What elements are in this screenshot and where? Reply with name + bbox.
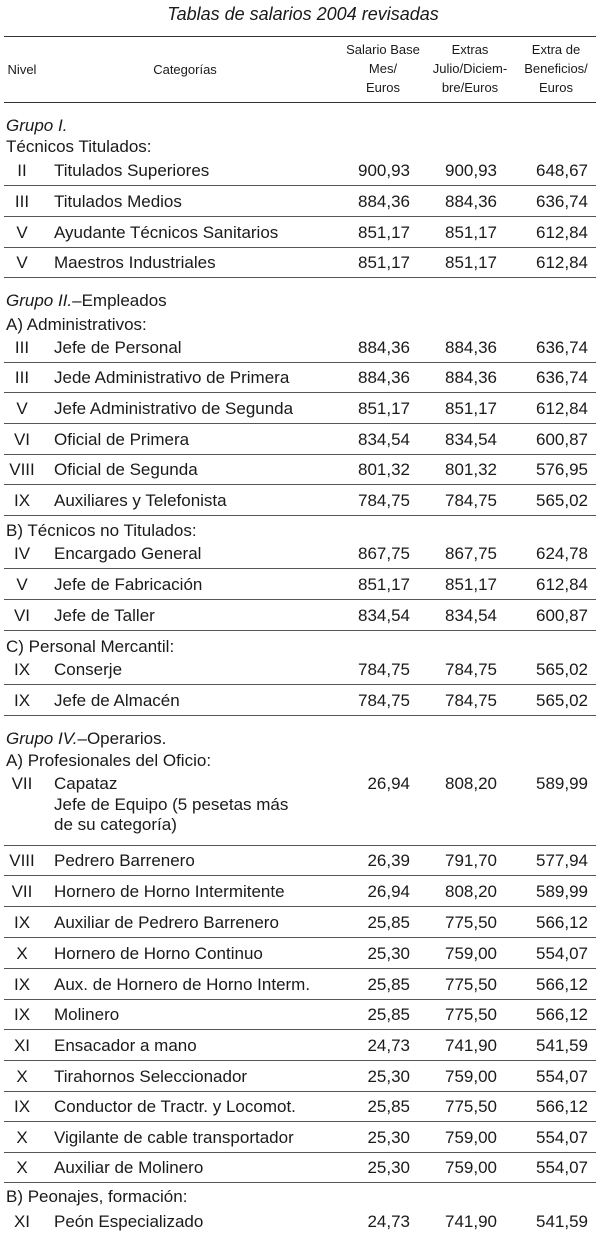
subgroup-tecnicos-titulados: Técnicos Titulados: xyxy=(6,137,152,156)
cell-extras: 884,36 xyxy=(445,338,497,357)
row-divider xyxy=(4,845,596,846)
row-divider xyxy=(4,423,596,424)
cell-extras: 784,75 xyxy=(445,660,497,679)
table-row xyxy=(0,1002,606,1030)
cell-nivel: VI xyxy=(13,430,31,449)
cell-nivel: VII xyxy=(11,774,33,793)
cell-extra-beneficios: 612,84 xyxy=(536,399,588,418)
cell-extra-beneficios: 566,12 xyxy=(536,975,588,994)
cell-extra-beneficios: 541,59 xyxy=(536,1036,588,1055)
cell-salario-base: 801,32 xyxy=(358,460,410,479)
cell-categoria: Conductor de Tractr. y Locomot. xyxy=(54,1097,296,1116)
cell-extras: 851,17 xyxy=(445,223,497,242)
row-divider xyxy=(4,515,596,516)
cell-nivel: XI xyxy=(13,1212,31,1231)
table-row xyxy=(0,220,606,248)
group-heading-2: Grupo II.–Empleados xyxy=(6,291,167,310)
cell-extras: 775,50 xyxy=(445,1097,497,1116)
cell-extra-beneficios: 589,99 xyxy=(536,882,588,901)
cell-categoria: Auxiliar de Molinero xyxy=(54,1158,204,1177)
cell-salario-base: 884,36 xyxy=(358,192,410,211)
cell-categoria: Tirahornos Seleccionador xyxy=(54,1067,248,1086)
table-row xyxy=(0,158,606,186)
table-row xyxy=(0,1064,606,1092)
table-row xyxy=(0,771,606,846)
cell-extra-beneficios: 648,67 xyxy=(536,161,588,180)
cell-extras: 834,54 xyxy=(445,430,497,449)
row-divider xyxy=(4,1121,596,1122)
table-row xyxy=(0,657,606,685)
cell-categoria: Hornero de Horno Intermitente xyxy=(54,882,285,901)
cell-categoria: Encargado General xyxy=(54,544,202,563)
cell-nivel: IX xyxy=(13,1097,31,1116)
cell-categoria: Capataz xyxy=(54,774,118,793)
header-nivel: Nivel xyxy=(7,62,37,77)
table-row xyxy=(0,1125,606,1153)
cell-salario-base: 784,75 xyxy=(358,691,410,710)
cell-extra-beneficios: 554,07 xyxy=(536,1128,588,1147)
table-row xyxy=(0,396,606,424)
cell-nivel: IX xyxy=(13,660,31,679)
cell-extras: 867,75 xyxy=(445,544,497,563)
cell-extra-beneficios: 577,94 xyxy=(536,851,588,870)
cell-extras: 834,54 xyxy=(445,606,497,625)
header-bottom-rule xyxy=(4,102,596,103)
table-row xyxy=(0,488,606,516)
cell-nivel: V xyxy=(16,399,28,418)
cell-extras: 759,00 xyxy=(445,944,497,963)
table-row xyxy=(0,972,606,1000)
cell-salario-base: 24,73 xyxy=(367,1212,410,1231)
cell-nivel: IX xyxy=(13,913,31,932)
cell-categoria: Jefe de Fabricación xyxy=(54,575,203,594)
cell-extra-beneficios: 612,84 xyxy=(536,223,588,242)
header-salario-base: Salario Base Mes/ Euros xyxy=(346,42,420,95)
cell-nivel: V xyxy=(16,223,28,242)
cell-extras: 900,93 xyxy=(445,161,497,180)
cell-categoria: Oficial de Segunda xyxy=(54,460,198,479)
cell-salario-base: 900,93 xyxy=(358,161,410,180)
cell-extras: 851,17 xyxy=(445,399,497,418)
cell-categoria: Titulados Superiores xyxy=(54,161,210,180)
cell-salario-base: 25,85 xyxy=(367,975,410,994)
cell-categoria: Ayudante Técnicos Sanitarios xyxy=(54,223,279,242)
row-divider xyxy=(4,392,596,393)
cell-salario-base: 24,73 xyxy=(367,1036,410,1055)
cell-categoria: Jefe de Almacén xyxy=(54,691,180,710)
cell-nivel: X xyxy=(16,1067,28,1086)
cell-extras: 759,00 xyxy=(445,1067,497,1086)
cell-extras: 775,50 xyxy=(445,1005,497,1024)
table-row xyxy=(0,427,606,455)
cell-salario-base: 26,39 xyxy=(367,851,410,870)
group-heading-4: Grupo IV.–Operarios. xyxy=(6,729,167,748)
table-row xyxy=(0,1155,606,1183)
cell-extra-beneficios: 612,84 xyxy=(536,253,588,272)
row-divider xyxy=(4,715,596,716)
cell-salario-base: 25,85 xyxy=(367,1005,410,1024)
table-row xyxy=(0,541,606,569)
cell-extras: 784,75 xyxy=(445,691,497,710)
table-row xyxy=(0,1033,606,1061)
row-divider xyxy=(4,599,596,600)
cell-nivel: II xyxy=(17,161,27,180)
row-divider xyxy=(4,1060,596,1061)
group-heading-1: Grupo I. xyxy=(6,116,68,135)
cell-categoria: Maestros Industriales xyxy=(54,253,216,272)
cell-salario-base: 784,75 xyxy=(358,491,410,510)
cell-nivel: XI xyxy=(13,1036,31,1055)
cell-extras: 851,17 xyxy=(445,253,497,272)
header-extras: Extras Julio/Diciem- bre/Euros xyxy=(432,42,508,95)
cell-extra-beneficios: 565,02 xyxy=(536,691,588,710)
cell-extras: 775,50 xyxy=(445,913,497,932)
cell-nivel: III xyxy=(14,192,30,211)
table-row xyxy=(0,457,606,485)
table-row xyxy=(0,848,606,876)
cell-salario-base: 851,17 xyxy=(358,399,410,418)
cell-extra-beneficios: 600,87 xyxy=(536,606,588,625)
cell-categoria: Molinero xyxy=(54,1005,120,1024)
cell-nivel: VIII xyxy=(9,851,35,870)
cell-salario-base: 851,17 xyxy=(358,253,410,272)
cell-extras: 741,90 xyxy=(445,1036,497,1055)
cell-salario-base: 851,17 xyxy=(358,575,410,594)
cell-extra-beneficios: 612,84 xyxy=(536,575,588,594)
row-divider xyxy=(4,1029,596,1030)
row-divider xyxy=(4,1152,596,1153)
cell-salario-base: 25,85 xyxy=(367,1097,410,1116)
cell-extra-beneficios: 541,59 xyxy=(536,1212,588,1231)
row-divider xyxy=(4,484,596,485)
subgroup-administrativos: A) Administrativos: xyxy=(6,315,147,334)
cell-extra-beneficios: 565,02 xyxy=(536,491,588,510)
cell-nivel: VI xyxy=(13,606,31,625)
row-divider xyxy=(4,999,596,1000)
cell-extra-beneficios: 600,87 xyxy=(536,430,588,449)
cell-nivel: IX xyxy=(13,1005,31,1024)
subgroup-profesionales-oficio: A) Profesionales del Oficio: xyxy=(6,751,212,770)
cell-salario-base: 867,75 xyxy=(358,544,410,563)
row-divider xyxy=(4,568,596,569)
cell-extras: 741,90 xyxy=(445,1212,497,1231)
cell-nivel: VIII xyxy=(9,460,35,479)
row-divider xyxy=(4,1182,596,1183)
row-divider xyxy=(4,1091,596,1092)
table-row xyxy=(0,688,606,716)
table-row xyxy=(0,335,606,363)
row-divider xyxy=(4,875,596,876)
row-divider xyxy=(4,684,596,685)
header-top-rule xyxy=(4,36,596,37)
cell-categoria: Jefe Administrativo de Segunda xyxy=(54,399,294,418)
cell-categoria: Oficial de Primera xyxy=(54,430,190,449)
cell-nivel: VII xyxy=(11,882,33,901)
cell-extras: 884,36 xyxy=(445,368,497,387)
cell-categoria: Auxiliares y Telefonista xyxy=(54,491,227,510)
cell-extra-beneficios: 554,07 xyxy=(536,1158,588,1177)
table-row xyxy=(0,572,606,600)
cell-nivel: IV xyxy=(13,544,31,563)
cell-extra-beneficios: 554,07 xyxy=(536,944,588,963)
subgroup-tecnicos-no-titulados: B) Técnicos no Titulados: xyxy=(6,521,197,540)
cell-categoria: Conserje xyxy=(54,660,123,679)
cell-extras: 759,00 xyxy=(445,1128,497,1147)
cell-extra-beneficios: 566,12 xyxy=(536,1005,588,1024)
cell-extra-beneficios: 636,74 xyxy=(536,192,588,211)
cell-salario-base: 25,85 xyxy=(367,913,410,932)
cell-categoria: Ensacador a mano xyxy=(54,1036,197,1055)
cell-salario-base: 834,54 xyxy=(358,606,410,625)
cell-extra-beneficios: 576,95 xyxy=(536,460,588,479)
cell-salario-base: 25,30 xyxy=(367,944,410,963)
cell-extras: 759,00 xyxy=(445,1158,497,1177)
cell-salario-base: 26,94 xyxy=(367,774,410,793)
cell-nivel: X xyxy=(16,944,28,963)
cell-extras: 808,20 xyxy=(445,774,497,793)
cell-extra-beneficios: 566,12 xyxy=(536,1097,588,1116)
cell-categoria: Aux. de Hornero de Horno Interm. xyxy=(54,975,311,994)
row-divider xyxy=(4,968,596,969)
table-row xyxy=(0,1209,606,1240)
cell-categoria: Titulados Medios xyxy=(54,192,182,211)
table-row xyxy=(0,250,606,278)
cell-extra-beneficios: 554,07 xyxy=(536,1067,588,1086)
cell-nivel: V xyxy=(16,575,28,594)
cell-salario-base: 25,30 xyxy=(367,1067,410,1086)
cell-categoria: Jede Administrativo de Primera xyxy=(54,368,290,387)
row-divider xyxy=(4,247,596,248)
cell-categoria: Jefe de Taller xyxy=(54,606,155,625)
cell-categoria: Auxiliar de Pedrero Barrenero xyxy=(54,913,279,932)
cell-extra-beneficios: 624,78 xyxy=(536,544,588,563)
header-extra-beneficios: Extra de Beneficios/ Euros xyxy=(524,42,588,95)
row-divider xyxy=(4,630,596,631)
cell-salario-base: 884,36 xyxy=(358,338,410,357)
subgroup-peonajes: B) Peonajes, formación: xyxy=(6,1187,188,1206)
cell-categoria: Peón Especializado xyxy=(54,1212,204,1231)
cell-salario-base: 25,30 xyxy=(367,1128,410,1147)
cell-nivel: IX xyxy=(13,975,31,994)
cell-nivel: III xyxy=(14,368,30,387)
row-divider xyxy=(4,216,596,217)
table-row xyxy=(0,941,606,969)
cell-salario-base: 784,75 xyxy=(358,660,410,679)
cell-nivel: IX xyxy=(13,491,31,510)
cell-extras: 808,20 xyxy=(445,882,497,901)
cell-extras: 884,36 xyxy=(445,192,497,211)
cell-nivel: III xyxy=(14,338,30,357)
subgroup-personal-mercantil: C) Personal Mercantil: xyxy=(6,637,175,656)
cell-salario-base: 834,54 xyxy=(358,430,410,449)
cell-nivel: X xyxy=(16,1128,28,1147)
cell-categoria: Pedrero Barrenero xyxy=(54,851,195,870)
cell-extras: 801,32 xyxy=(445,460,497,479)
row-divider xyxy=(4,185,596,186)
table-row xyxy=(0,603,606,631)
row-divider xyxy=(4,362,596,363)
row-divider xyxy=(4,454,596,455)
cell-salario-base: 26,94 xyxy=(367,882,410,901)
cell-extras: 775,50 xyxy=(445,975,497,994)
table-row xyxy=(0,879,606,907)
table-row xyxy=(0,910,606,938)
cell-nivel: V xyxy=(16,253,28,272)
row-divider xyxy=(4,277,596,278)
table-row xyxy=(0,365,606,393)
cell-extra-beneficios: 589,99 xyxy=(536,774,588,793)
table-title: Tablas de salarios 2004 revisadas xyxy=(167,4,439,24)
table-row xyxy=(0,189,606,217)
cell-categoria: Jefe de Personal xyxy=(54,338,182,357)
table-row xyxy=(0,1094,606,1122)
cell-extras: 851,17 xyxy=(445,575,497,594)
cell-nivel: IX xyxy=(13,691,31,710)
cell-categoria: Vigilante de cable transportador xyxy=(54,1128,294,1147)
cell-salario-base: 851,17 xyxy=(358,223,410,242)
cell-salario-base: 884,36 xyxy=(358,368,410,387)
cell-salario-base: 25,30 xyxy=(367,1158,410,1177)
header-categorias: Categorías xyxy=(153,62,217,77)
row-divider xyxy=(4,906,596,907)
cell-extras: 784,75 xyxy=(445,491,497,510)
row-divider xyxy=(4,937,596,938)
cell-nivel: X xyxy=(16,1158,28,1177)
cell-extra-beneficios: 636,74 xyxy=(536,368,588,387)
cell-extras: 791,70 xyxy=(445,851,497,870)
cell-categoria: Hornero de Horno Continuo xyxy=(54,944,263,963)
cell-extra-beneficios: 636,74 xyxy=(536,338,588,357)
cell-extra-beneficios: 566,12 xyxy=(536,913,588,932)
cell-categoria-note: Jefe de Equipo (5 pesetas más de su categoría) xyxy=(54,795,289,834)
cell-extra-beneficios: 565,02 xyxy=(536,660,588,679)
